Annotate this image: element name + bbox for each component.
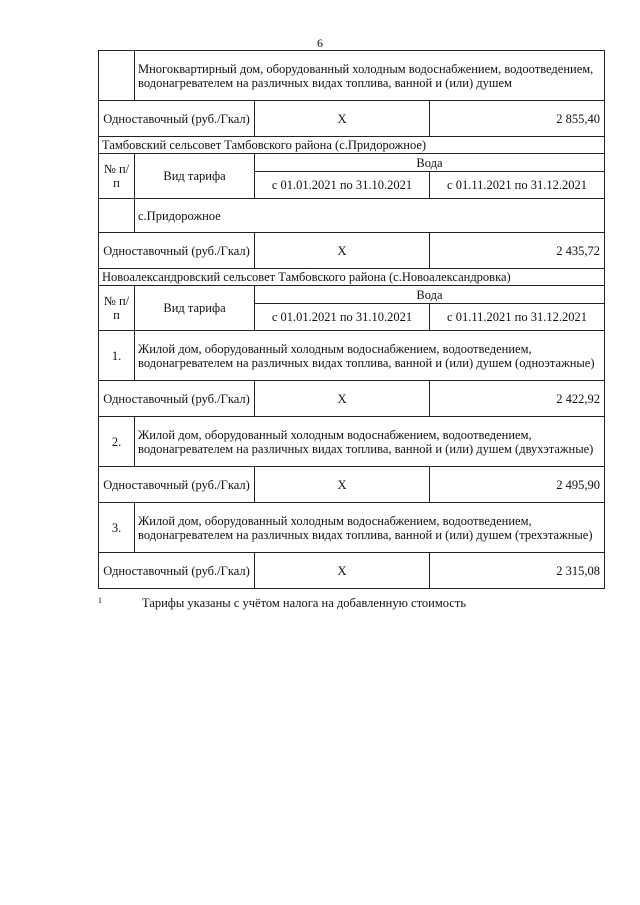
empty-cell bbox=[99, 199, 135, 233]
period1-value: Х bbox=[255, 233, 430, 269]
header-row bbox=[99, 154, 605, 172]
top-description-row bbox=[99, 51, 605, 101]
item-number: 2. bbox=[99, 417, 135, 467]
col-group-header: Вода bbox=[255, 154, 605, 172]
section-title-row bbox=[99, 269, 605, 286]
tariff-type-cell: Одноставочный (руб./Гкал) bbox=[99, 233, 255, 269]
col-group-header: Вода bbox=[255, 286, 605, 304]
col-type-header: Вид тарифа bbox=[135, 286, 255, 331]
tariff-document bbox=[98, 50, 604, 589]
period2-value: 2 855,40 bbox=[430, 101, 605, 137]
footnote-mark: 1 bbox=[98, 596, 102, 605]
col-num-header: № п/п bbox=[99, 154, 135, 199]
period1-value: Х bbox=[255, 553, 430, 589]
tariff-table bbox=[98, 50, 605, 589]
col-period2-header: с 01.11.2021 по 31.12.2021 bbox=[430, 304, 605, 331]
tariff-type-cell: Одноставочный (руб./Гкал) bbox=[99, 101, 255, 137]
tariff-row bbox=[99, 233, 605, 269]
item-number: 3. bbox=[99, 503, 135, 553]
item-description-row bbox=[99, 331, 605, 381]
tariff-row bbox=[99, 467, 605, 503]
tariff-type-cell: Одноставочный (руб./Гкал) bbox=[99, 467, 255, 503]
row-description: Многоквартирный дом, оборудованный холодным водоснабжением, водоотведением, водонагревателем на различных видах топлива, ванной и (или) душем bbox=[135, 51, 605, 101]
tariff-row bbox=[99, 381, 605, 417]
item-description-row bbox=[99, 417, 605, 467]
section-title: Тамбовский сельсовет Тамбовского района (с.Придорожное) bbox=[99, 137, 605, 154]
tariff-type-cell: Одноставочный (руб./Гкал) bbox=[99, 381, 255, 417]
period1-value: Х bbox=[255, 467, 430, 503]
col-num-header: № п/п bbox=[99, 286, 135, 331]
page-number: 6 bbox=[317, 36, 323, 50]
header-row bbox=[99, 286, 605, 304]
item-description: Жилой дом, оборудованный холодным водоснабжением, водоотведением, водонагревателем на различных видах топлива, ванной и (или) душем (трехэтажные) bbox=[135, 503, 605, 553]
item-description: Жилой дом, оборудованный холодным водоснабжением, водоотведением, водонагревателем на различных видах топлива, ванной и (или) душем (двухэтажные) bbox=[135, 417, 605, 467]
period2-value: 2 495,90 bbox=[430, 467, 605, 503]
period1-value: Х bbox=[255, 381, 430, 417]
col-period2-header: с 01.11.2021 по 31.12.2021 bbox=[430, 172, 605, 199]
place-row bbox=[99, 199, 605, 233]
footnote-text: Тарифы указаны с учётом налога на добавленную стоимость bbox=[142, 596, 467, 610]
period2-value: 2 422,92 bbox=[430, 381, 605, 417]
item-description: Жилой дом, оборудованный холодным водоснабжением, водоотведением, водонагревателем на различных видах топлива, ванной и (или) душем (одноэтажные) bbox=[135, 331, 605, 381]
col-period1-header: с 01.01.2021 по 31.10.2021 bbox=[255, 172, 430, 199]
tariff-type-cell: Одноставочный (руб./Гкал) bbox=[99, 553, 255, 589]
empty-cell bbox=[99, 51, 135, 101]
period2-value: 2 315,08 bbox=[430, 553, 605, 589]
section-title-row bbox=[99, 137, 605, 154]
place-name: с.Придорожное bbox=[135, 199, 605, 233]
period1-value: Х bbox=[255, 101, 430, 137]
col-type-header: Вид тарифа bbox=[135, 154, 255, 199]
period2-value: 2 435,72 bbox=[430, 233, 605, 269]
item-description-row bbox=[99, 503, 605, 553]
top-tariff-row bbox=[99, 101, 605, 137]
item-number: 1. bbox=[99, 331, 135, 381]
tariff-row bbox=[99, 553, 605, 589]
col-period1-header: с 01.01.2021 по 31.10.2021 bbox=[255, 304, 430, 331]
section-title: Новоалександровский сельсовет Тамбовского района (с.Новоалександровка) bbox=[99, 269, 605, 286]
